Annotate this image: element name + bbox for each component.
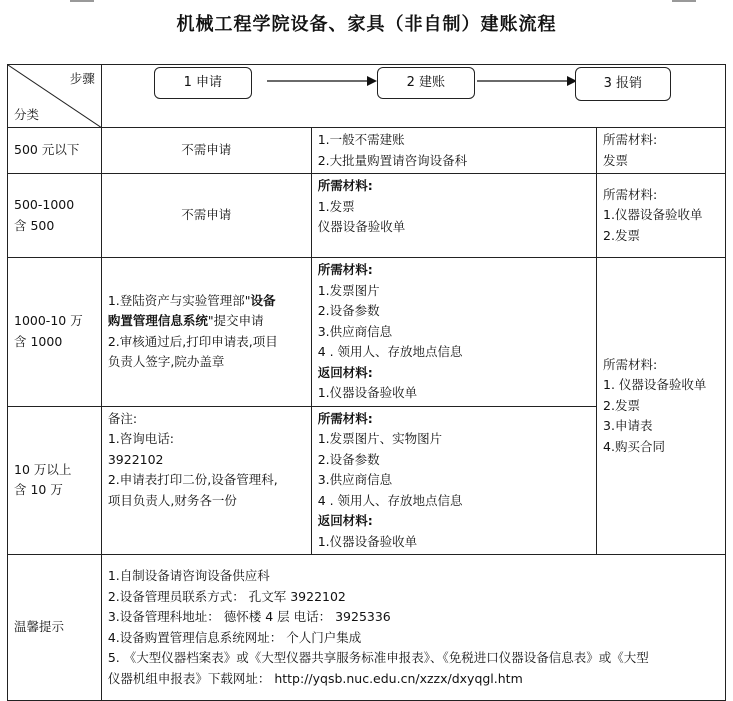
account-title: 所需材料: [317,410,373,426]
apply-text: 不需申请 [181,207,232,223]
account-cell [311,128,596,174]
reimburse-line: 3.申请表 [603,418,653,434]
account-return-title: 返回材料: [317,513,373,528]
category-cell [8,128,102,174]
account-title: 所需材料: [317,178,373,193]
account-line: 1.发票图片 [317,282,380,298]
apply-cell [101,128,311,174]
account-line: 2.设备参数 [317,451,380,467]
apply-line [108,291,305,312]
tips-row [8,555,726,701]
account-line: 3.供应商信息 [317,323,393,339]
tips-content-cell [101,555,725,701]
apply-text: 1.登陆资产与实验管理部" [107,292,251,308]
reimburse-line: 1.仪器设备验收单 [603,207,703,223]
step-reimburse-box [575,67,671,101]
apply-cell [101,174,311,258]
process-table [7,64,726,701]
category-cell [8,406,102,555]
tips-label-cell [8,555,102,701]
reimburse-line: 发票 [603,152,629,168]
account-cell [311,258,596,407]
category-text: 含 500 [14,217,55,233]
arrow-1-icon [267,73,377,89]
account-line: 1.一般不需建账 [317,132,405,147]
row-500-1000 [8,174,726,258]
category-text: 10 万以上 [14,461,72,477]
note-line: 项目负责人,财务各一份 [107,492,237,508]
category-cell [8,174,102,258]
account-line: 2.设备参数 [317,303,380,318]
tip-line: 1.自制设备请咨询设备供应科 [107,568,270,583]
category-text: 500 元以下 [14,142,80,158]
reimburse-line: 2.发票 [603,227,640,243]
account-line: 2.大批量购置请咨询设备科 [317,152,468,168]
reimburse-line: 所需材料: [603,132,658,147]
notes-cell [101,406,311,555]
account-return-title: 返回材料: [317,364,373,380]
reimburse-line: 所需材料: [603,356,658,372]
account-line: 1.发票图片、实物图片 [317,431,443,446]
account-line: 仪器设备验收单 [317,219,406,234]
category-text: 含 1000 [14,333,63,349]
category-cell [8,258,102,407]
note-line: 1.咨询电话: [107,431,174,446]
category-label: 分类 [14,106,40,122]
tip-line: 2.设备管理员联系方式： 孔文军 3922102 [107,588,346,604]
reimburse-line: 2.发票 [603,397,640,413]
account-line: 4 . 领用人、存放地点信息 [317,344,463,359]
reimburse-line: 1. 仪器设备验收单 [603,377,707,393]
account-line: 1.仪器设备验收单 [317,385,418,400]
note-line: 2.申请表打印二份,设备管理科, [107,472,278,487]
apply-line [108,311,305,332]
note-title: 备注: [107,410,138,426]
step-label: 步骤 [69,71,95,86]
apply-text-bold: 设备 [250,292,276,308]
account-cell [311,174,596,258]
category-text: 1000-10 万 [14,313,83,329]
account-line: 4 . 领用人、存放地点信息 [317,492,463,508]
arrow-2-icon [477,73,577,89]
tips-label: 温馨提示 [14,619,65,635]
diagonal-header-cell [8,65,102,128]
row-1000-100k [8,258,726,407]
apply-text-bold: 购置管理信息系统 [107,313,208,329]
category-text: 500-1000 [14,197,75,212]
account-line: 3.供应商信息 [317,472,393,487]
category-text: 含 10 万 [14,482,63,498]
header-row [8,65,726,128]
reimburse-cell [597,174,726,258]
note-line: 3922102 [107,451,164,467]
reimburse-cell [597,258,726,555]
apply-line: 负责人签字,院办盖章 [107,354,225,370]
account-line: 1.仪器设备验收单 [317,533,418,549]
step-account-label: 2 建账 [406,75,446,90]
apply-text: 不需申请 [181,142,232,158]
account-cell [311,406,596,555]
tip-line: 3.设备管理科地址： 德怀楼 4 层 电话： 3925336 [107,609,391,624]
step-account-box [377,67,475,99]
page-title: 机械工程学院设备、家具（非自制）建账流程 [176,14,557,35]
reimburse-line: 4.购买合同 [603,438,665,454]
steps-header-cell [101,65,725,128]
reimburse-cell [597,128,726,174]
tip-line: 仪器机组申报表》下载网址： http://yqsb.nuc.edu.cn/xzzx/dxyqgl.htm [107,670,523,686]
tip-line: 4.设备购置管理信息系统网址： 个人门户集成 [107,629,362,645]
account-title: 所需材料: [317,262,373,277]
apply-line: 2.审核通过后,打印申请表,项目 [107,333,278,349]
top-rule-left [70,0,94,2]
step-reimburse-label: 3 报销 [603,76,643,91]
step-apply-label: 1 申请 [183,75,223,90]
row-under-500 [8,128,726,174]
tip-line: 5. 《大型仪器档案表》或《大型仪器共享服务标准申报表》、《免税进口仪器设备信息表》或《大型 [107,650,649,665]
step-apply-box [154,67,252,99]
apply-text: "提交申请 [207,313,264,329]
top-rule-right [672,0,696,2]
account-line: 1.发票 [317,198,355,214]
reimburse-line: 所需材料: [603,186,658,202]
apply-cell [101,258,311,407]
